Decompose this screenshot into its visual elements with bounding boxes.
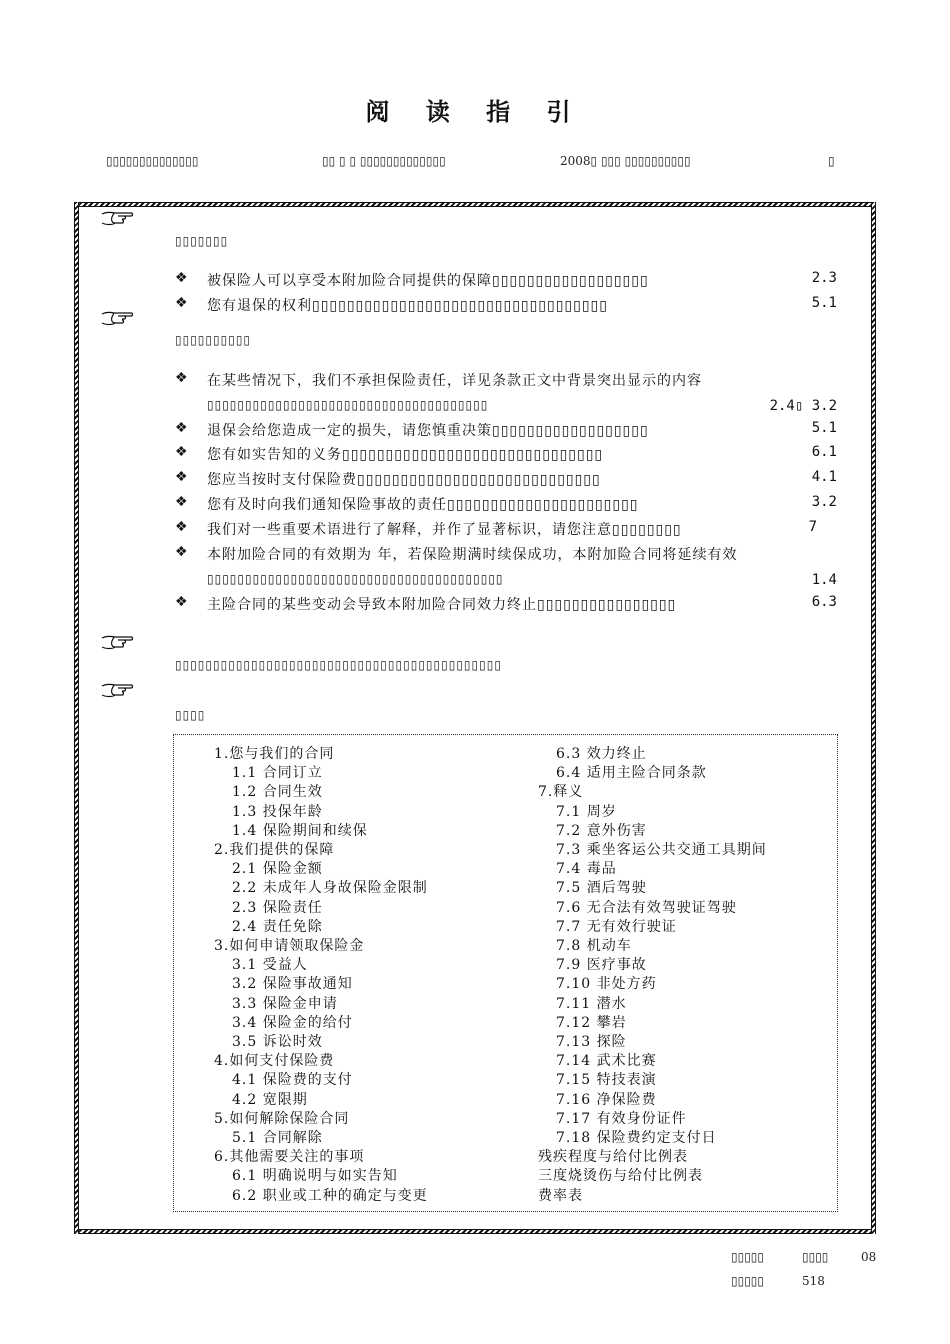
list-item-text: 您有及时向我们通知保险事故的责任▯▯▯▯▯▯▯▯▯▯▯▯▯▯▯▯▯▯▯▯▯▯ [207, 497, 639, 513]
list-item [175, 420, 837, 440]
frame-left-border [74, 202, 79, 1234]
clause-reference: 6.3 [811, 594, 837, 610]
toc-item: 7.16 净保险费 [556, 1091, 657, 1108]
list-item [175, 444, 837, 464]
clause-reference: 2.3 [811, 270, 837, 286]
toc-item: 6.1 明确说明与如实告知 [232, 1168, 398, 1185]
page-title: 阅 读 指 引 [365, 97, 585, 126]
toc-item: 7.5 酒后驾驶 [556, 880, 647, 897]
list-item [175, 370, 837, 390]
toc-item: 7.11 潜水 [556, 995, 627, 1012]
list-item [175, 594, 837, 614]
pointing-hand-icon [100, 208, 134, 228]
toc-item: 6.2 职业或工种的确定与变更 [232, 1187, 428, 1204]
toc-item: 5.1 合同解除 [232, 1130, 323, 1147]
toc-item: 6.其他需要关注的事项 [214, 1149, 365, 1166]
list-item [175, 295, 837, 315]
list-item-text: 本附加险合同的有效期为 年，若保险期满时续保成功，本附加险合同将延续有效 [207, 547, 738, 563]
toc-item: 4.2 宽限期 [232, 1091, 308, 1108]
toc-item: 2.4 责任免除 [232, 918, 323, 935]
clause-reference: 4.1 [811, 469, 837, 485]
toc-item: 7.8 机动车 [556, 938, 632, 955]
toc-item: 7.18 保险费约定支付日 [556, 1130, 717, 1147]
diamond-bullet-icon: ❖ [175, 469, 188, 485]
list-item-continuation-text: ▯▯▯▯▯▯▯▯▯▯▯▯▯▯▯▯▯▯▯▯▯▯▯▯▯▯▯▯▯▯▯▯▯▯▯▯▯▯▯ [207, 572, 504, 586]
toc-item: 2.3 保险责任 [232, 899, 323, 916]
list-item-text: 您应当按时支付保险费▯▯▯▯▯▯▯▯▯▯▯▯▯▯▯▯▯▯▯▯▯▯▯▯▯▯▯▯ [207, 472, 601, 488]
toc-item: 3.如何申请领取保险金 [214, 938, 365, 955]
list-item [175, 519, 837, 539]
list-item [175, 544, 837, 564]
footer-label-1: ▯▯▯▯▯ [731, 1250, 765, 1264]
toc-item: 3.5 诉讼时效 [232, 1034, 323, 1051]
toc-item: 7.13 探险 [556, 1034, 627, 1051]
footer-value-2: 518 [802, 1274, 825, 1288]
clause-reference: 1.4 [811, 572, 837, 588]
toc-item: 6.3 效力终止 [556, 746, 647, 762]
list-item-continuation-text: ▯▯▯▯▯▯▯▯▯▯▯▯▯▯▯▯▯▯▯▯▯▯▯▯▯▯▯▯▯▯▯▯▯▯▯▯▯ [207, 398, 489, 412]
list-item-text: 被保险人可以享受本附加险合同提供的保障▯▯▯▯▯▯▯▯▯▯▯▯▯▯▯▯▯▯ [207, 273, 649, 289]
rights-heading: ▯▯▯▯▯▯▯ [175, 234, 229, 248]
list-item-text: 主险合同的某些变动会导致本附加险合同效力终止▯▯▯▯▯▯▯▯▯▯▯▯▯▯▯▯ [207, 597, 677, 613]
diamond-bullet-icon: ❖ [175, 544, 188, 560]
toc-item: 4.如何支付保险费 [214, 1053, 335, 1070]
toc-item: 3.1 受益人 [232, 957, 308, 974]
toc-item: 7.2 意外伤害 [556, 822, 647, 839]
frame-top-border [74, 202, 876, 207]
toc-item: 4.1 保险费的支付 [232, 1072, 353, 1089]
toc-item: 7.4 毒品 [556, 861, 617, 878]
toc-item: 7.7 无有效行驶证 [556, 918, 677, 935]
toc-item: 1.您与我们的合同 [214, 746, 335, 762]
table-of-contents [173, 734, 838, 1212]
pointing-hand-icon [100, 680, 134, 700]
diamond-bullet-icon: ❖ [175, 370, 188, 386]
toc-item: 2.2 未成年人身故保险金限制 [232, 880, 428, 897]
diamond-bullet-icon: ❖ [175, 295, 188, 311]
list-item [175, 469, 837, 489]
toc-item: 1.1 合同订立 [232, 765, 323, 782]
subline-seg-3: 2008▯ ▯▯▯ ▯▯▯▯▯▯▯▯▯▯ [560, 154, 691, 168]
toc-item: 7.释义 [538, 784, 584, 801]
list-item-text: 在某些情况下，我们不承担保险责任，详见条款正文中背景突出显示的内容 [207, 373, 702, 389]
diamond-bullet-icon: ❖ [175, 594, 188, 610]
toc-item: 3.2 保险事故通知 [232, 976, 353, 993]
toc-item: 7.3 乘坐客运公共交通工具期间 [556, 842, 767, 859]
toc-item: 三度烧烫伤与给付比例表 [538, 1168, 703, 1185]
frame-right-border [871, 202, 876, 1234]
notice-heading: ▯▯▯▯▯▯▯▯▯▯ [175, 333, 252, 347]
toc-item: 残疾程度与给付比例表 [538, 1149, 688, 1166]
clause-reference: 7 [808, 519, 817, 535]
list-item-text: 您有如实告知的义务▯▯▯▯▯▯▯▯▯▯▯▯▯▯▯▯▯▯▯▯▯▯▯▯▯▯▯▯▯▯ [207, 447, 604, 463]
footer-value-1: 08 [861, 1250, 877, 1264]
frame-bottom-border [74, 1229, 876, 1234]
pointing-hand-icon [100, 308, 134, 328]
toc-item: 7.12 攀岩 [556, 1014, 627, 1031]
toc-item: 1.3 投保年龄 [232, 803, 323, 820]
subline-seg-4: ▯ [828, 154, 835, 168]
toc-item: 费率表 [538, 1187, 583, 1204]
toc-left-column [214, 745, 428, 1206]
toc-item: 7.10 非处方药 [556, 976, 657, 993]
clause-reference: 5.1 [811, 420, 837, 436]
list-item-text: 您有退保的权利▯▯▯▯▯▯▯▯▯▯▯▯▯▯▯▯▯▯▯▯▯▯▯▯▯▯▯▯▯▯▯▯▯▯ [207, 298, 608, 314]
toc-right-column [538, 745, 767, 1206]
diamond-bullet-icon: ❖ [175, 444, 188, 460]
diamond-bullet-icon: ❖ [175, 420, 188, 436]
toc-item: 7.14 武术比赛 [556, 1053, 657, 1070]
toc-item: 1.4 保险期间和续保 [232, 822, 368, 839]
list-item [175, 494, 837, 514]
toc-item: 7.1 周岁 [556, 803, 617, 820]
toc-item: 1.2 合同生效 [232, 784, 323, 801]
list-item-text: 我们对一些重要术语进行了解释，并作了显著标识，请您注意▯▯▯▯▯▯▯▯ [207, 522, 682, 538]
footer-label-3: ▯▯▯▯▯ [731, 1274, 765, 1288]
toc-item: 3.3 保险金申请 [232, 995, 338, 1012]
diamond-bullet-icon: ❖ [175, 494, 188, 510]
clause-reference: 6.1 [811, 444, 837, 460]
list-item-continuation [207, 398, 837, 418]
toc-item: 5.如何解除保险合同 [214, 1110, 350, 1127]
diamond-bullet-icon: ❖ [175, 270, 188, 286]
toc-item: 6.4 适用主险合同条款 [556, 765, 707, 782]
note-line: ▯▯▯▯▯▯▯▯▯▯▯▯▯▯▯▯▯▯▯▯▯▯▯▯▯▯▯▯▯▯▯▯▯▯▯▯▯▯▯▯▯▯▯ [175, 658, 502, 672]
subline-seg-2: ▯▯ ▯ ▯ ▯▯▯▯▯▯▯▯▯▯▯▯▯ [322, 154, 446, 168]
subline-seg-1: ▯▯▯▯▯▯▯▯▯▯▯▯▯▯ [106, 154, 199, 168]
clause-reference: 2.4▯ 3.2 [769, 398, 837, 414]
toc-item: 7.9 医疗事故 [556, 957, 647, 974]
toc-item: 3.4 保险金的给付 [232, 1014, 353, 1031]
toc-item: 7.15 特技表演 [556, 1072, 657, 1089]
toc-item: 7.6 无合法有效驾驶证驾驶 [556, 899, 737, 916]
list-item [175, 270, 837, 290]
list-item-text: 退保会给您造成一定的损失，请您慎重决策▯▯▯▯▯▯▯▯▯▯▯▯▯▯▯▯▯▯ [207, 423, 649, 439]
footer-label-2: ▯▯▯▯ [802, 1250, 829, 1264]
clause-reference: 3.2 [811, 494, 837, 510]
toc-heading: ▯▯▯▯ [175, 708, 206, 722]
toc-item: 2.我们提供的保障 [214, 842, 335, 859]
pointing-hand-icon [100, 632, 134, 652]
clause-reference: 5.1 [811, 295, 837, 311]
toc-item: 7.17 有效身份证件 [556, 1110, 687, 1127]
list-item-continuation [207, 572, 837, 592]
toc-item: 2.1 保险金额 [232, 861, 323, 878]
diamond-bullet-icon: ❖ [175, 519, 188, 535]
